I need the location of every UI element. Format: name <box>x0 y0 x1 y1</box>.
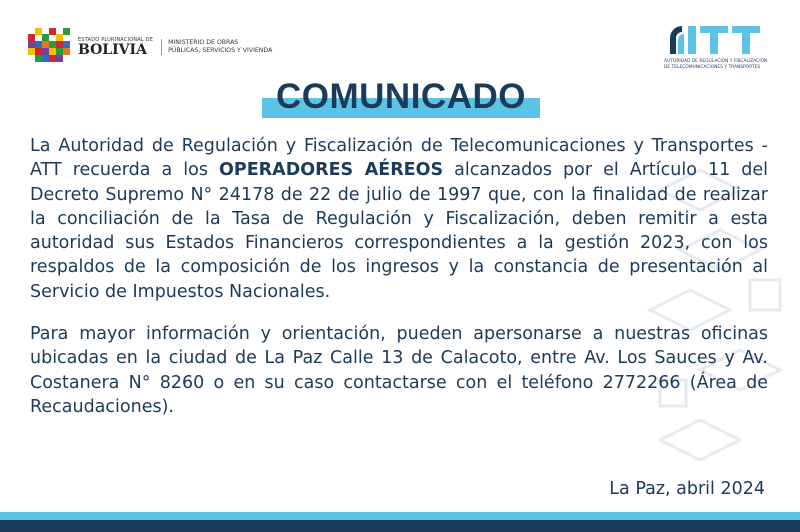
footer-stripe-light <box>0 512 800 520</box>
ministry-line-1: MINISTERIO DE OBRAS <box>168 39 239 46</box>
att-subtitle-line-1: AUTORIDAD DE REGULACIÓN Y FISCALIZACIÓN <box>664 59 768 64</box>
paragraph-1-end: alcanzados por el Artículo 11 del Decreto Supremo N° 24178 de 22 de julio de 1997 que, con la finalidad de realizar la conciliación de la Tasa de Regulación y Fiscalización, deben remitir a esta autoridad sus Estados Financieros correspondientes a la gestión 2023, con los respaldos de la composición de los ingresos y la constancia de presentación al Servicio de Impuestos Nacionales. <box>30 160 768 302</box>
att-subtitle <box>664 59 774 70</box>
att-logo <box>664 24 774 70</box>
bolivia-emblem-icon <box>28 28 74 66</box>
announcement-body <box>30 134 768 419</box>
paragraph-2: Para mayor información y orientación, pueden apersonarse a nuestras oficinas ubicadas en la ciudad de La Paz Calle 13 de Calacoto, entre Av. Los Sauces y Av. Costanera N° 8260 o en su caso contactarse con el teléfono 2772266 (Área de Recaudaciones). <box>30 324 768 417</box>
ministry-line-2: PÚBLICAS, SERVICIOS Y VIVIENDA <box>168 47 273 54</box>
paragraph-1-start: La Autoridad de Regulación y Fiscalización de Telecomunicaciones y Transportes - ATT recuerda a los <box>30 136 768 181</box>
bolivia-logo <box>28 28 272 66</box>
page-title: COMUNICADO <box>276 77 526 116</box>
title-block <box>262 76 540 120</box>
paragraph-1 <box>30 134 768 304</box>
att-subtitle-line-2: DE TELECOMUNICACIONES Y TRANSPORTES <box>664 64 761 70</box>
att-logo-icon <box>664 24 764 56</box>
paragraph-1-bold: OPERADORES AÉREOS <box>219 160 444 181</box>
gov-small-label: ESTADO PLURINACIONAL DE <box>78 37 154 43</box>
gov-name: BOLIVIA <box>78 42 147 58</box>
signature-date: La Paz, abril 2024 <box>609 479 765 499</box>
footer-stripe-dark <box>0 520 800 532</box>
ministry-label <box>161 39 272 55</box>
